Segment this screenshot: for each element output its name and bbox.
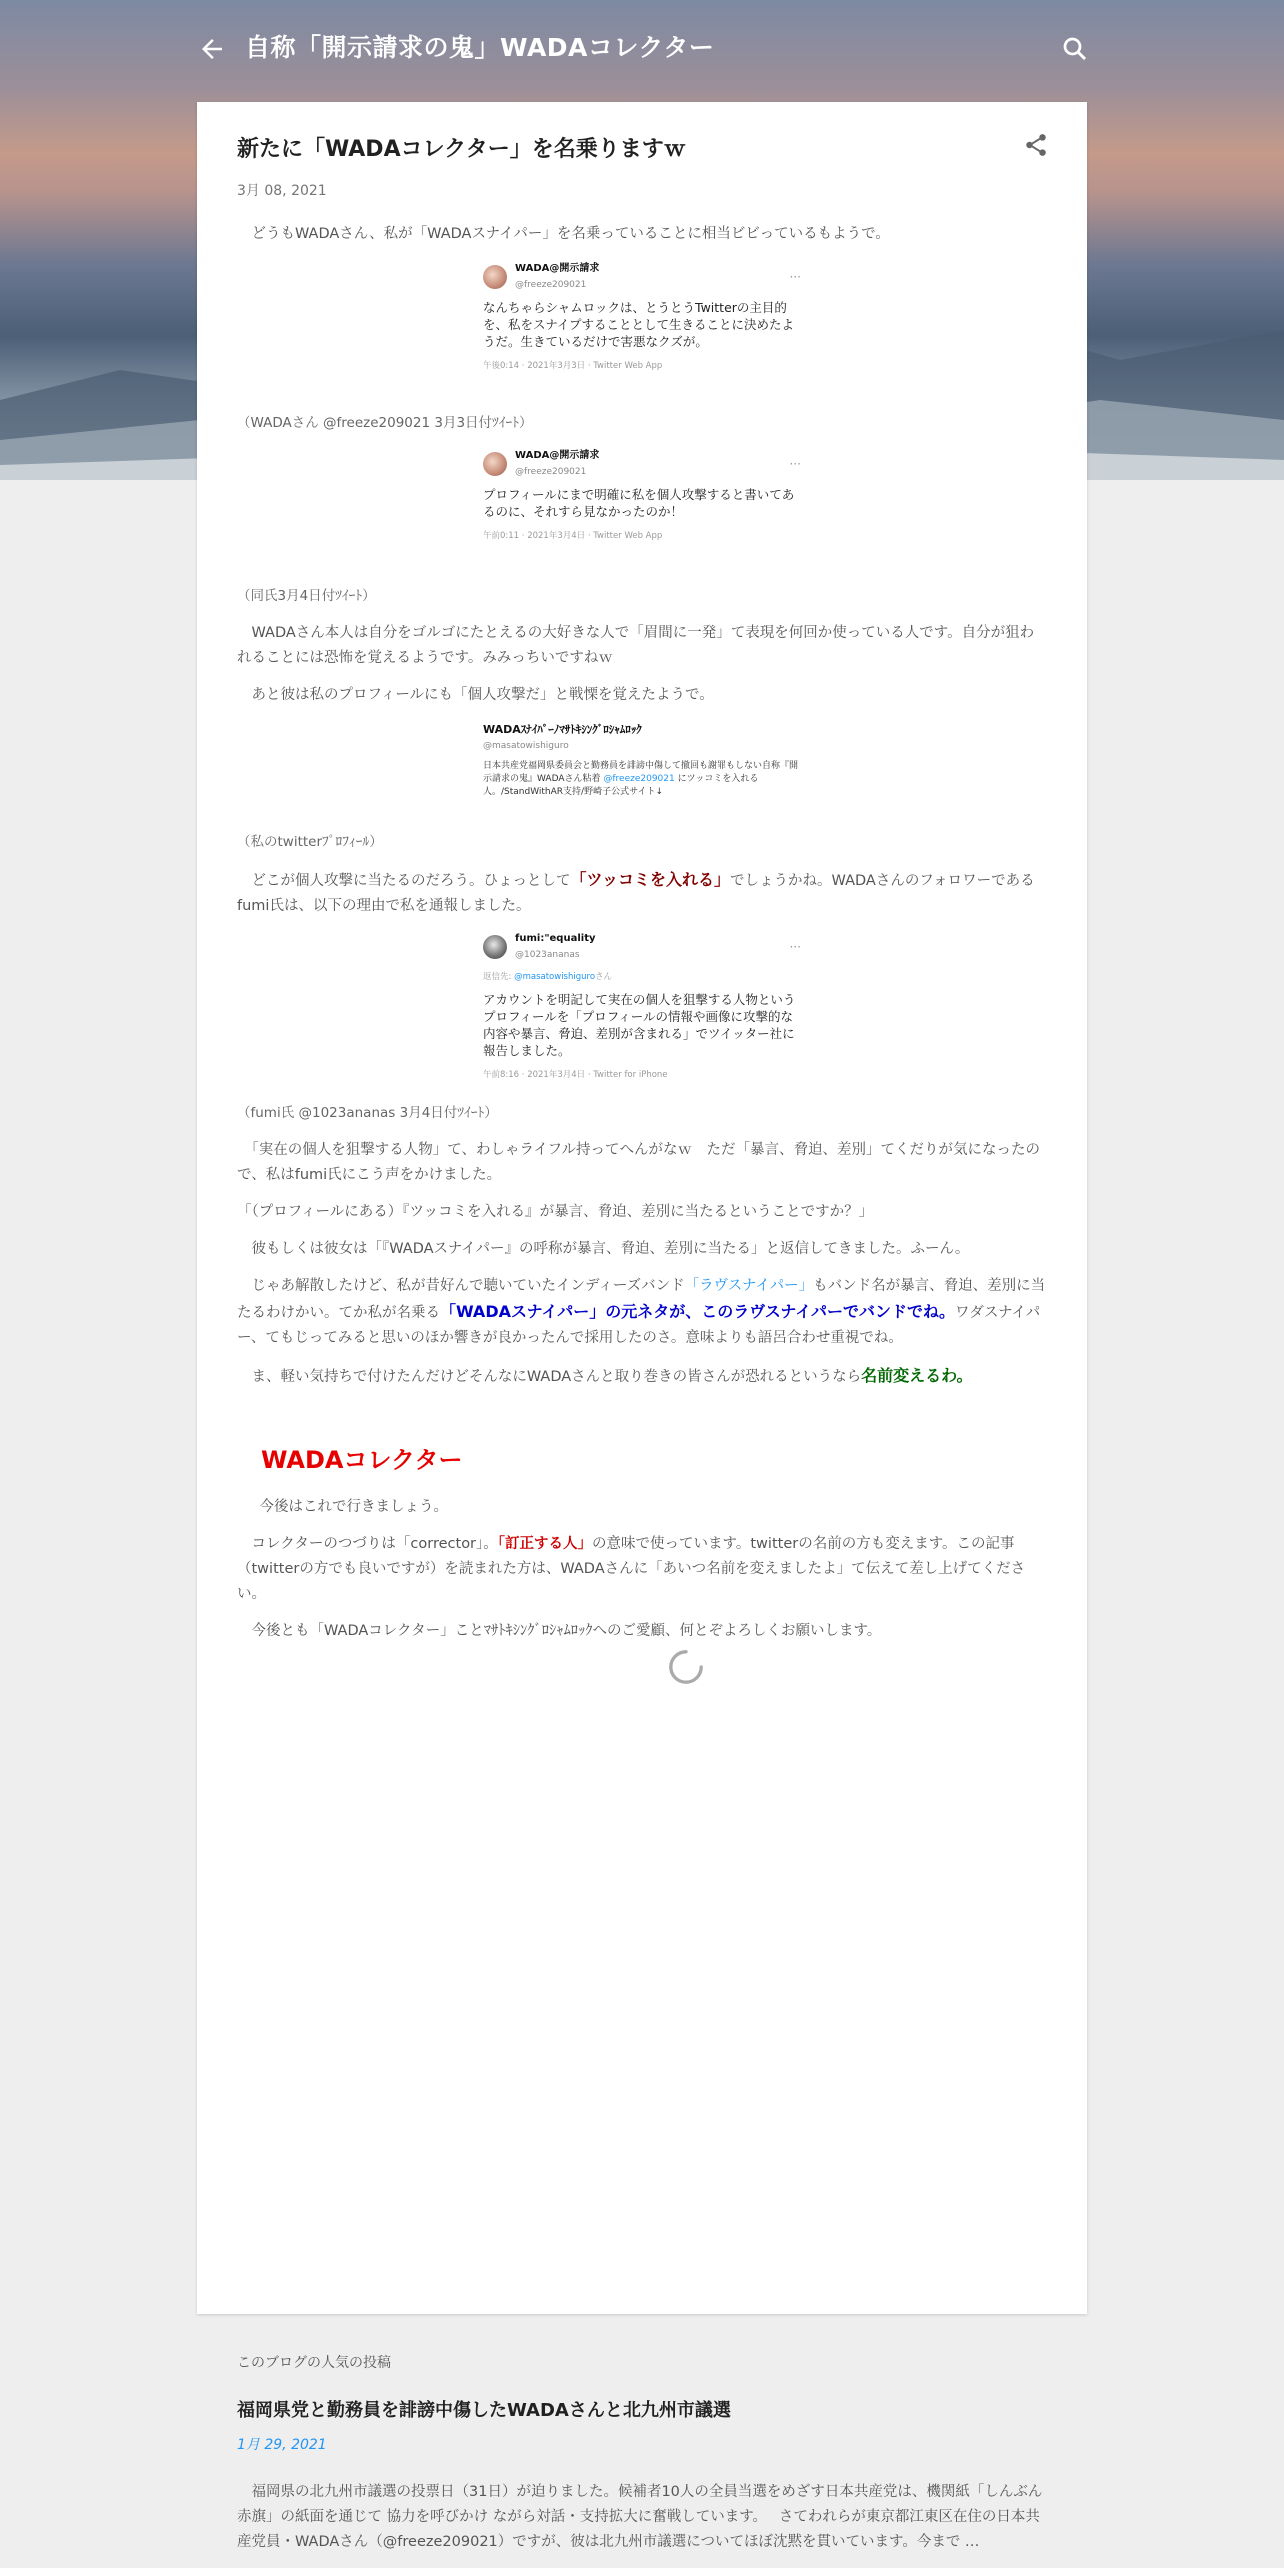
post-title: 新たに「WADAコレクター」を名乗りますｗ (237, 137, 686, 162)
share-button[interactable] (1023, 132, 1049, 158)
image-caption: （私のtwitterﾌﾟﾛﾌｨｰﾙ） (237, 834, 383, 850)
image-caption: （fumi氏 @1023ananas 3月4日付ﾂｲｰﾄ） (237, 1105, 498, 1121)
paragraph: WADAさん本人は自分をゴルゴにたとえるの大好きな人で「眉間に一発」て表現を何回か使っている人です。自分が狙われることには恐怖を覚えるようです。みみっちいですねｗ (237, 625, 1035, 666)
paragraph: 「（プロフィールにある）『ツッコミを入れる』が暴言、脅迫、差別に当たるということですか？」 (237, 1204, 874, 1220)
blog-title[interactable]: 自称「開示請求の鬼」WADAコレクター (245, 33, 715, 62)
tweet-text: なんちゃらシャムロックは、とうとうTwitterの主目的を、私をスナイプすることとして生きることに決めたようだ。生きているだけで害悪なクズが。 (483, 300, 795, 349)
tweet-author-name: WADA@開示請求 (515, 263, 600, 274)
paragraph: どうもWADAさん、私が「WADAスナイパー」を名乗っていることに相当ビビっているもようで。 (237, 226, 890, 242)
avatar (483, 452, 507, 476)
arrow-left-icon (197, 34, 227, 64)
paragraph: 今後とも「WADAコレクター」ことﾏｻﾄｷｼﾝｸﾞﾛｼｬﾑﾛｯｸへのご愛顧、何とぞよろしくお願いします。 (237, 1623, 882, 1639)
love-sniper-link[interactable]: 「ラヴスナイパー」 (684, 1278, 814, 1294)
loading-spinner-icon (667, 1648, 705, 1686)
share-icon (1023, 132, 1049, 158)
tweet-embed (483, 448, 801, 548)
image-caption: （同氏3月4日付ﾂｲｰﾄ） (237, 588, 376, 604)
paragraph: コレクターのつづりは「corrector」。「訂正する人」の意味で使っています。twitterの名前の方も変えます。この記事（twitterの方でも良いですが）を読まれた方は、WADAさんに「あいつ名前を変えましたよ」て伝えて差し上げてください。 (237, 1536, 1026, 1602)
emphasis-text: 「WADAスナイパー」の元ネタが、このラヴスナイパーでバンドでね。 (440, 1302, 955, 1321)
avatar (483, 935, 507, 959)
post-body (237, 222, 1047, 1656)
tweet-text: プロフィールにまで明確に私を個人攻撃すると書いてあるのに、それすら見なかったのか！ (483, 487, 795, 519)
tweet-embed (483, 261, 801, 381)
profile-name: WADAｽﾅｲﾊﾟｰﾉﾏｻﾄｷｼﾝｸﾞﾛｼｬﾑﾛｯｸ (483, 723, 642, 736)
image-caption: （WADAさん @freeze209021 3月3日付ﾂｲｰﾄ） (237, 415, 533, 431)
emphasis-text: 名前変えるわ。 (861, 1366, 973, 1385)
post-card (197, 102, 1087, 2314)
tweet-text: アカウントを明記して実在の個人を狙撃する人物というプロフィールを「プロフィールの情報や画像に攻撃的な内容や暴言、脅迫、差別が含まれる」でツイッター社に報告しました。 (483, 992, 796, 1058)
section-heading: WADAコレクター (261, 1446, 463, 1474)
more-icon: ··· (789, 940, 801, 954)
paragraph: どこが個人攻撃に当たるのだろう。ひょっとして「ツッコミを入れる」でしょうかね。WADAさんのフォロワーであるfumi氏は、以下の理由で私を通報しました。 (237, 870, 1035, 914)
tweet-meta: 午後0:14 · 2021年3月3日 · Twitter Web App (483, 361, 663, 371)
tweet-author-handle: @freeze209021 (515, 280, 587, 290)
emphasis-text: 「訂正する人」 (497, 1536, 593, 1552)
post-date: 3月 08, 2021 (237, 183, 327, 199)
search-icon (1060, 34, 1090, 64)
tweet-author-name: WADA@開示請求 (515, 450, 600, 461)
popular-posts-heading: このブログの人気の投稿 (237, 2355, 391, 2371)
profile-bio: 日本共産党福岡県委員会と勤務員を誹謗中傷して撤回も謝罪もしない自称『開示請求の鬼』WADAさん粘着 @freeze209021 にツッコミを入れる人。/StandWithAR支持/野崎子公式サイト↓ (483, 761, 799, 797)
back-button[interactable] (197, 34, 227, 64)
paragraph: あと彼は私のプロフィールにも「個人攻撃だ」と戦慄を覚えたようで。 (237, 687, 714, 703)
top-bar (0, 0, 1284, 100)
tweet-author-handle: @freeze209021 (515, 467, 587, 477)
popular-posts (237, 2352, 1047, 2555)
profile-embed (483, 722, 801, 797)
tweet-meta: 午前0:11 · 2021年3月4日 · Twitter Web App (483, 531, 663, 541)
popular-post-snippet: 福岡県の北九州市議選の投票日（31日）が迫りました。候補者10人の全員当選をめざす日本共産党は、機関紙「しんぶん赤旗」の紙面を通じて 協力を呼びかけ ながら対話・支持拡大に奮戦しています。 さてわれらが東京都江東区在住の日本共産党員・WADAさん（@freeze209021）ですが、彼は北九州市議選についてほぼ沈黙を貫いています。今まで … (237, 2484, 1043, 2550)
tweet-author-handle: @1023ananas (515, 950, 580, 960)
paragraph: ま、軽い気持ちで付けたんだけどそんなにWADAさんと取り巻きの皆さんが恐れるというなら名前変えるわ。 (237, 1366, 973, 1385)
search-button[interactable] (1060, 34, 1090, 64)
paragraph: 今後はこれで行きましょう。 (245, 1499, 448, 1515)
paragraph: じゃあ解散したけど、私が昔好んで聴いていたインディーズバンド「ラヴスナイパー」もバンド名が暴言、脅迫、差別に当たるわけかい。てか私が名乗る「WADAスナイパー」の元ネタが、このラヴスナイパーでバンドでね。ワダスナイパー、てもじってみると思いのほか響きが良かったんで採用したのさ。意味よりも語呂合わせ重視でね。 (237, 1278, 1046, 1346)
avatar (483, 265, 507, 289)
profile-handle: @masatowishiguro (483, 741, 569, 751)
tweet-meta: 午前8:16 · 2021年3月4日 · Twitter for iPhone (483, 1070, 668, 1080)
tweet-author-name: fumi:"equality (515, 933, 596, 944)
popular-post-date[interactable]: 1月 29, 2021 (237, 2437, 327, 2453)
emphasis-text: 「ツッコミを入れる」 (570, 870, 731, 889)
paragraph: 「実在の個人を狙撃する人物」て、わしゃライフル持ってへんがなｗ ただ「暴言、脅迫、差別」てくだりが気になったので、私はfumi氏にこう声をかけました。 (237, 1142, 1041, 1183)
tweet-reply-to: 返信先: @masatowishiguroさん (483, 972, 613, 982)
popular-post-title[interactable]: 福岡県党と勤務員を誹謗中傷したWADAさんと北九州市議選 (237, 2400, 731, 2421)
profile-bio-link[interactable]: @freeze209021 (603, 774, 675, 784)
tweet-embed (483, 931, 801, 1081)
more-icon: ··· (789, 270, 801, 284)
more-icon: ··· (789, 457, 801, 471)
paragraph: 彼もしくは彼女は「『WADAスナイパー』の呼称が暴言、脅迫、差別に当たる」と返信してきました。ふーん。 (237, 1241, 970, 1257)
